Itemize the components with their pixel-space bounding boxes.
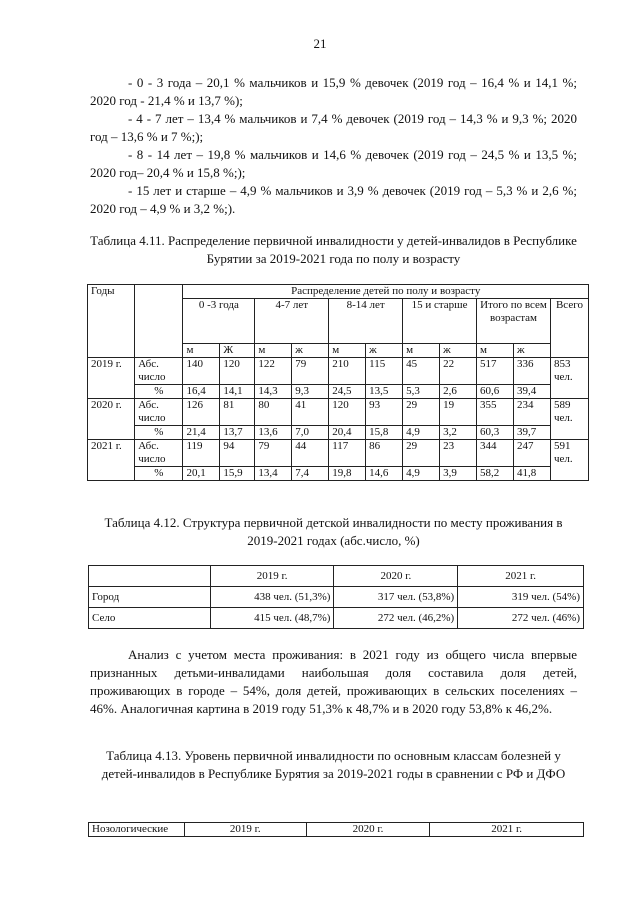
header-distribution: Распределение детей по полу и возрасту <box>183 285 589 299</box>
abs-value: 79 <box>255 440 292 467</box>
pct-label: % <box>135 385 183 399</box>
abs-value: 23 <box>440 440 477 467</box>
cell: 319 чел. (54%) <box>458 587 584 608</box>
pct-value: 58,2 <box>477 467 514 481</box>
abs-label: Абс. число <box>135 399 183 426</box>
pct-value: 9,3 <box>292 385 329 399</box>
year-cell: 2020 г. <box>88 399 135 440</box>
pct-value: 20,1 <box>183 467 220 481</box>
total-cell: 589 чел. <box>550 399 588 440</box>
header-group: 0 -3 года <box>183 299 255 344</box>
abs-value: 29 <box>403 440 440 467</box>
header-sex: м <box>329 344 366 358</box>
table-4-13-caption: Таблица 4.13. Уровень первичной инвалидности по основным классам болезней у детей-инвалидов в Республике Бурятия за 2019-2021 годы в сравнении с РФ и ДФО <box>101 748 566 781</box>
pct-value: 5,3 <box>403 385 440 399</box>
abs-value: 80 <box>255 399 292 426</box>
header-total: Всего <box>550 299 588 358</box>
pct-label: % <box>135 426 183 440</box>
abs-value: 79 <box>292 358 329 385</box>
bullet-item: - 8 - 14 лет – 19,8 % мальчиков и 14,6 % девочек (2019 год – 24,5 % и 13,5 %; 2020 год– 20,4 % и 15,8 %;); <box>90 147 577 180</box>
header-sex: ж <box>366 344 403 358</box>
header-sex: Ж <box>220 344 255 358</box>
year-cell: 2021 г. <box>88 440 135 481</box>
abs-value: 247 <box>513 440 550 467</box>
table-4-11 <box>87 284 589 481</box>
pct-value: 60,3 <box>477 426 514 440</box>
abs-value: 44 <box>292 440 329 467</box>
total-cell: 853 чел. <box>550 358 588 399</box>
abs-value: 126 <box>183 399 220 426</box>
header-group: 15 и старше <box>403 299 477 344</box>
table-4-13 <box>88 822 584 837</box>
bullet-item: - 4 - 7 лет – 13,4 % мальчиков и 7,4 % девочек (2019 год – 14,3 % и 9,3 %; 2020 год – 13,6 % и 7 %;); <box>90 111 577 144</box>
header-sex: м <box>403 344 440 358</box>
pct-value: 13,4 <box>255 467 292 481</box>
bullet-item: - 0 - 3 года – 20,1 % мальчиков и 15,9 % девочек (2019 год – 16,4 % и 14,1 %; 2020 год - 21,4 % и 13,7 %); <box>90 75 577 108</box>
header-cell <box>89 566 211 587</box>
year-cell: 2019 г. <box>88 358 135 399</box>
abs-value: 336 <box>513 358 550 385</box>
table-row <box>88 399 589 426</box>
header-cell: 2020 г. <box>306 823 430 837</box>
header-cell: Нозологические <box>89 823 185 837</box>
pct-value: 14,1 <box>220 385 255 399</box>
analysis-paragraph: Анализ с учетом места проживания: в 2021 году из общего числа впервые признанных детьми-инвалидами наибольшая доля составила доля детей, проживающих в городе – 54%, доля детей, проживающих в сельских поселениях – 46%. Аналогичная картина в 2019 году 51,3% к 48,7% и в 2020 году 53,8% к 46,2%. <box>90 647 577 716</box>
abs-value: 94 <box>220 440 255 467</box>
pct-value: 7,0 <box>292 426 329 440</box>
pct-value: 3,2 <box>440 426 477 440</box>
total-cell: 591 чел. <box>550 440 588 481</box>
pct-value: 60,6 <box>477 385 514 399</box>
header-years: Годы <box>88 285 135 358</box>
abs-value: 119 <box>183 440 220 467</box>
abs-value: 122 <box>255 358 292 385</box>
header-sex: м <box>477 344 514 358</box>
abs-value: 45 <box>403 358 440 385</box>
header-blank <box>135 285 183 358</box>
abs-label: Абс. число <box>135 358 183 385</box>
header-sex: ж <box>440 344 477 358</box>
abs-value: 210 <box>329 358 366 385</box>
table-row <box>89 587 584 608</box>
table-row <box>88 426 589 440</box>
pct-value: 7,4 <box>292 467 329 481</box>
pct-value: 4,9 <box>403 426 440 440</box>
page-number: 21 <box>313 36 327 51</box>
header-cell: 2019 г. <box>184 823 306 837</box>
header-group: Итого по всем возрастам <box>477 299 551 344</box>
pct-value: 4,9 <box>403 467 440 481</box>
abs-value: 355 <box>477 399 514 426</box>
cell: 415 чел. (48,7%) <box>210 608 334 629</box>
bullet-list <box>90 74 577 218</box>
cell: 438 чел. (51,3%) <box>210 587 334 608</box>
table-4-12 <box>88 565 584 629</box>
pct-value: 13,5 <box>366 385 403 399</box>
header-sex: м <box>255 344 292 358</box>
header-cell: 2020 г. <box>334 566 458 587</box>
pct-value: 19,8 <box>329 467 366 481</box>
abs-value: 120 <box>220 358 255 385</box>
header-sex: м <box>183 344 220 358</box>
abs-value: 120 <box>329 399 366 426</box>
pct-value: 13,6 <box>255 426 292 440</box>
abs-value: 117 <box>329 440 366 467</box>
pct-value: 39,4 <box>513 385 550 399</box>
row-label: Город <box>89 587 211 608</box>
pct-value: 39,7 <box>513 426 550 440</box>
header-group: 4-7 лет <box>255 299 329 344</box>
table-row <box>88 385 589 399</box>
pct-value: 20,4 <box>329 426 366 440</box>
header-cell: 2021 г. <box>430 823 584 837</box>
pct-value: 14,3 <box>255 385 292 399</box>
table-row <box>88 440 589 467</box>
cell: 272 чел. (46,2%) <box>334 608 458 629</box>
abs-value: 41 <box>292 399 329 426</box>
table-row <box>88 358 589 385</box>
abs-value: 93 <box>366 399 403 426</box>
header-sex: ж <box>292 344 329 358</box>
abs-value: 22 <box>440 358 477 385</box>
abs-value: 140 <box>183 358 220 385</box>
pct-value: 41,8 <box>513 467 550 481</box>
row-label: Село <box>89 608 211 629</box>
abs-value: 344 <box>477 440 514 467</box>
table-row <box>89 608 584 629</box>
pct-value: 15,8 <box>366 426 403 440</box>
abs-value: 115 <box>366 358 403 385</box>
pct-value: 3,9 <box>440 467 477 481</box>
table-4-11-caption: Таблица 4.11. Распределение первичной инвалидности у детей-инвалидов в Республике Бурятии за 2019-2021 года по полу и возрасту <box>90 233 577 266</box>
header-sex: ж <box>513 344 550 358</box>
abs-value: 86 <box>366 440 403 467</box>
table-row <box>88 467 589 481</box>
header-cell: 2021 г. <box>458 566 584 587</box>
cell: 317 чел. (53,8%) <box>334 587 458 608</box>
pct-value: 21,4 <box>183 426 220 440</box>
abs-label: Абс. число <box>135 440 183 467</box>
pct-label: % <box>135 467 183 481</box>
pct-value: 2,6 <box>440 385 477 399</box>
pct-value: 16,4 <box>183 385 220 399</box>
abs-value: 81 <box>220 399 255 426</box>
header-cell: 2019 г. <box>210 566 334 587</box>
abs-value: 517 <box>477 358 514 385</box>
pct-value: 14,6 <box>366 467 403 481</box>
pct-value: 15,9 <box>220 467 255 481</box>
cell: 272 чел. (46%) <box>458 608 584 629</box>
abs-value: 19 <box>440 399 477 426</box>
abs-value: 29 <box>403 399 440 426</box>
abs-value: 234 <box>513 399 550 426</box>
header-group: 8-14 лет <box>329 299 403 344</box>
bullet-item: - 15 лет и старше – 4,9 % мальчиков и 3,9 % девочек (2019 год – 5,3 % и 2,6 %; 2020 год – 4,9 % и 3,2 %;). <box>90 183 577 216</box>
pct-value: 24,5 <box>329 385 366 399</box>
pct-value: 13,7 <box>220 426 255 440</box>
table-4-12-caption: Таблица 4.12. Структура первичной детской инвалидности по месту проживания в 2019-2021 годах (абс.число, %) <box>104 515 563 548</box>
